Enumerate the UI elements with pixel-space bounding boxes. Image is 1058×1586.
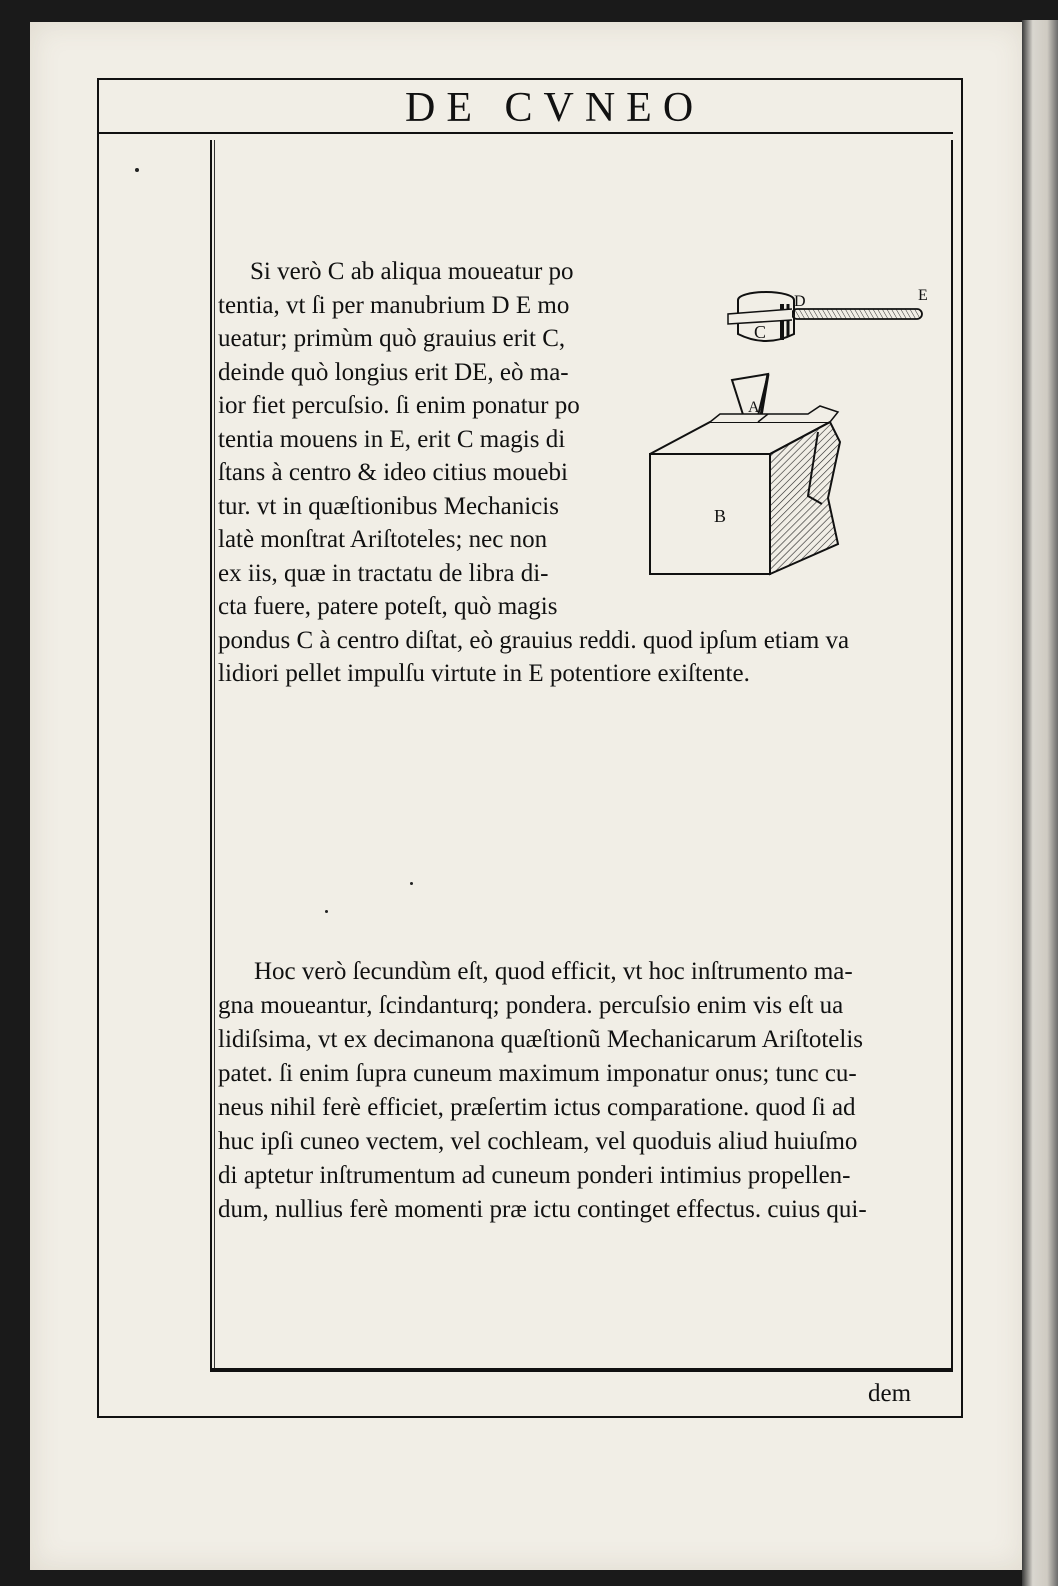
text-line: Hoc verò ſecundùm eſt, quod efficit, vt hoc inſtrumento ma- [254,958,853,985]
text-line: ex iis, quæ in tractatu de libra di- [218,559,549,587]
figure-label-a: A [748,399,760,416]
figure-label-e: E [918,287,928,304]
text-line: pondus C à centro diſtat, eò grauius reddi. quod ipſum etiam va [218,626,850,654]
bottom-rule [212,1368,953,1370]
text-line: Si verò C ab aliqua moueatur po [250,258,574,285]
text-line: ſtans à centro & ideo citius mouebi [218,459,568,486]
figure-label-b: B [714,506,727,526]
book-fore-edge [1022,20,1058,1586]
text-line: huc ipſi cuneo vectem, vel cochleam, vel quoduis aliud huiuſmo [218,1128,858,1155]
text-line: lidiori pellet impulſu virtute in E potentiore exiſtente. [218,660,750,687]
text-line: ueatur; primùm quò grauius erit C, [218,325,566,352]
margin-dot [135,168,139,172]
text-line: di aptetur inſtrumentum ad cuneum ponderi intimius propellen- [218,1162,851,1189]
figure-label-c: C [754,322,767,342]
text-line: cta fuere, patere poteſt, quò magis [218,593,558,620]
figure-label-d: D [794,293,806,310]
running-title: DE CVNEO [405,85,705,131]
margin-rule [214,140,215,1368]
bleed-through: ⠀⠀⠀⠀⠀⠀⠀⠀⠀⠀⠀⠀⠀⠀⠀⠀⠀⠀⠀⠀⠀⠀⠀⠀⠀⠀⠀⠀⠀⠀⠀⠀ ⠀⠀⠀⠀⠀⠀⠀⠀⠀⠀⠀⠀⠀⠀⠀⠀⠀⠀⠀⠀⠀⠀⠀⠀⠀⠀⠀⠀⠀⠀⠀⠀ [215,154,778,214]
margin-dot [410,882,413,885]
text-line: deinde quò longius erit DE, eò ma- [218,358,569,386]
text-line: neus nihil ferè efficiet, præſertim ictus comparatione. quod ſi ad [218,1094,856,1121]
text-line: tentia, vt ſi per manubrium D E mo [218,291,570,319]
text-line: dum, nullius ferè momenti præ ictu continget effectus. cuius qui- [218,1196,867,1223]
text-line: patet. ſi enim ſupra cuneum maximum imponatur onus; tunc cu- [218,1060,857,1087]
paragraph-2 [218,955,958,1227]
text-line: tur. vt in quæſtionibus Mechanicis [218,492,559,520]
margin-dot [325,910,328,913]
paragraph-1 [218,255,958,691]
header-rule [97,132,953,134]
catchword: dem [868,1380,912,1407]
text-line: gna moueantur, ſcindanturq; pondera. percuſsio enim vis eſt ua [218,992,844,1019]
text-line: latè monſtrat Ariſtoteles; nec non [218,526,548,553]
text-line: ior fiet percuſsio. ſi enim ponatur po [218,392,580,419]
text-line: tentia mouens in E, erit C magis di [218,425,566,453]
text-line: lidiſsima, vt ex decimanona quæſtionũ Mechanicarum Ariſtotelis [218,1026,864,1053]
